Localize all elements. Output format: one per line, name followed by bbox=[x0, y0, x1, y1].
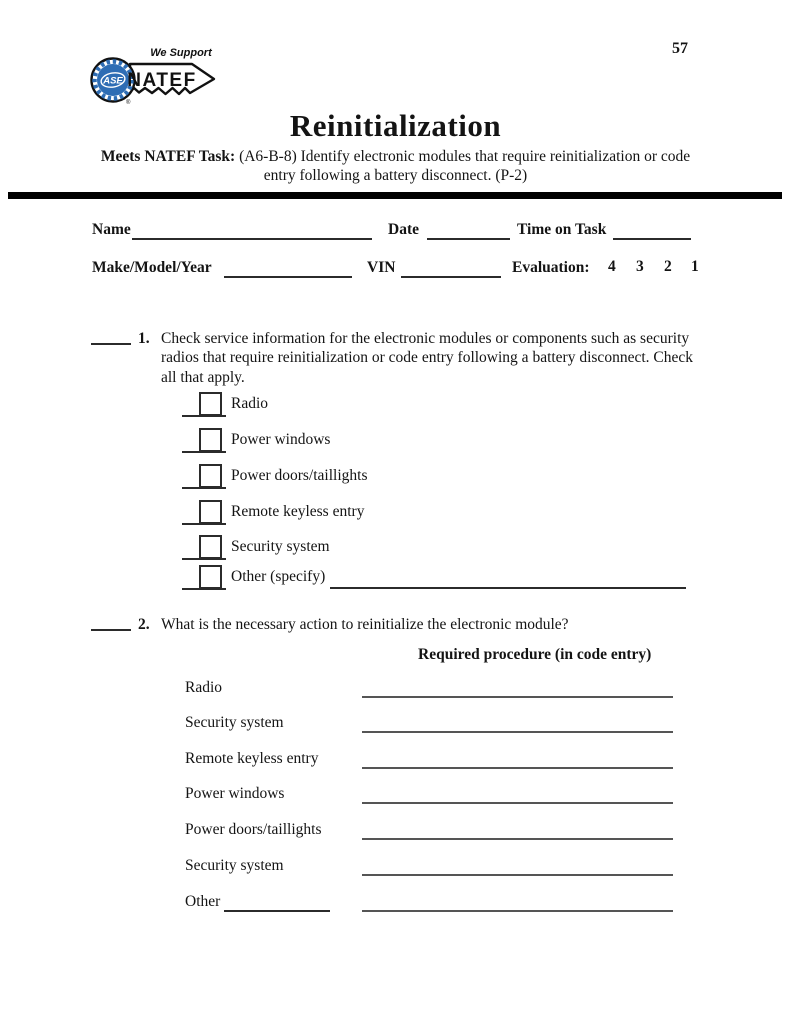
header-divider bbox=[8, 192, 782, 199]
evaluation-option-1[interactable]: 1 bbox=[691, 258, 699, 275]
checkbox-label-radio: Radio bbox=[231, 395, 269, 412]
checkbox-power-windows[interactable] bbox=[199, 428, 222, 452]
natef-task-line-2: entry following a battery disconnect. (P-2) bbox=[263, 167, 528, 184]
checkbox-power-doors-taillights[interactable] bbox=[199, 464, 222, 488]
q2-row-label-remote-keyless-entry: Remote keyless entry bbox=[185, 750, 319, 767]
checkbox-row bbox=[182, 392, 702, 420]
checkbox-row bbox=[182, 500, 702, 528]
checkbox-row bbox=[182, 428, 702, 456]
time-on-task-input-line[interactable] bbox=[613, 222, 691, 240]
checkbox-other[interactable] bbox=[199, 565, 222, 589]
page-number: 57 bbox=[672, 40, 688, 57]
q2-number: 2. bbox=[138, 616, 150, 633]
ase-badge-text: ASE bbox=[103, 75, 123, 87]
date-input-line[interactable] bbox=[427, 222, 510, 240]
checkbox-row bbox=[182, 535, 702, 563]
natef-task-text: (A6-B-8) Identify electronic modules that require reinitialization or code bbox=[239, 148, 691, 165]
checkbox-label-other: Other (specify) bbox=[231, 568, 326, 585]
procedure-input-line-radio[interactable] bbox=[362, 679, 673, 698]
vin-input-line[interactable] bbox=[401, 260, 501, 278]
q2-row-label-power-doors-taillights: Power doors/taillights bbox=[185, 821, 322, 838]
evaluation-option-2[interactable]: 2 bbox=[664, 258, 672, 275]
q2-row-label-other: Other bbox=[185, 893, 221, 910]
registered-mark: ® bbox=[126, 100, 131, 106]
other-specify-input-line[interactable] bbox=[330, 571, 686, 589]
q1-grade-blank-line[interactable] bbox=[91, 330, 131, 345]
procedure-input-line-security-system-2[interactable] bbox=[362, 857, 673, 876]
q1-text-line-1: Check service information for the electronic modules or components such as security bbox=[161, 330, 690, 347]
q1-text-line-3: all that apply. bbox=[161, 368, 245, 386]
logo-name: NATEF bbox=[127, 70, 197, 91]
q2-row-label-security-system-2: Security system bbox=[185, 857, 284, 874]
procedure-input-line-other[interactable] bbox=[362, 893, 673, 912]
q2-row-label-power-windows: Power windows bbox=[185, 785, 285, 802]
make-model-year-label: Make/Model/Year bbox=[92, 259, 212, 276]
name-label: Name bbox=[92, 221, 131, 238]
checkbox-row bbox=[182, 464, 702, 492]
q1-text-line-2: radios that require reinitialization or code entry following a battery disconnect. Check bbox=[161, 349, 693, 367]
q2-grade-blank-line[interactable] bbox=[91, 616, 131, 631]
vin-label: VIN bbox=[367, 259, 396, 276]
checkbox-row bbox=[182, 565, 702, 593]
time-on-task-label: Time on Task bbox=[517, 221, 607, 238]
make-model-year-input-line[interactable] bbox=[224, 260, 352, 278]
evaluation-option-3[interactable]: 3 bbox=[636, 258, 644, 275]
date-label: Date bbox=[388, 221, 419, 238]
checkbox-label-power-windows: Power windows bbox=[231, 431, 331, 448]
procedure-input-line-security-system[interactable] bbox=[362, 714, 673, 733]
procedure-input-line-power-doors-taillights[interactable] bbox=[362, 821, 673, 840]
q1-text bbox=[161, 329, 693, 387]
checkbox-label-power-doors-taillights: Power doors/taillights bbox=[231, 467, 368, 484]
q1-number: 1. bbox=[138, 330, 150, 347]
procedure-input-line-remote-keyless-entry[interactable] bbox=[362, 750, 673, 769]
q2-row-label-security-system: Security system bbox=[185, 714, 284, 731]
required-procedure-header: Required procedure (in code entry) bbox=[418, 646, 652, 663]
evaluation-label: Evaluation: bbox=[512, 259, 590, 276]
logo-tagline: We Support bbox=[150, 47, 212, 59]
q2-row-label-radio: Radio bbox=[185, 679, 223, 696]
name-input-line[interactable] bbox=[132, 222, 372, 240]
page-title: Reinitialization bbox=[289, 108, 502, 143]
procedure-input-line-power-windows[interactable] bbox=[362, 785, 673, 804]
q2-text: What is the necessary action to reinitialize the electronic module? bbox=[161, 616, 569, 633]
key-shape-icon bbox=[86, 40, 224, 110]
natef-task-line-1 bbox=[0, 148, 791, 166]
other-name-input-line[interactable] bbox=[224, 894, 330, 912]
checkbox-label-security-system: Security system bbox=[231, 538, 330, 555]
natef-task-label: Meets NATEF Task: bbox=[100, 148, 236, 165]
checkbox-remote-keyless-entry[interactable] bbox=[199, 500, 222, 524]
checkbox-radio[interactable] bbox=[199, 392, 222, 416]
natef-logo bbox=[86, 40, 224, 110]
checkbox-label-remote-keyless-entry: Remote keyless entry bbox=[231, 503, 365, 520]
checkbox-security-system[interactable] bbox=[199, 535, 222, 559]
evaluation-option-4[interactable]: 4 bbox=[608, 258, 616, 275]
